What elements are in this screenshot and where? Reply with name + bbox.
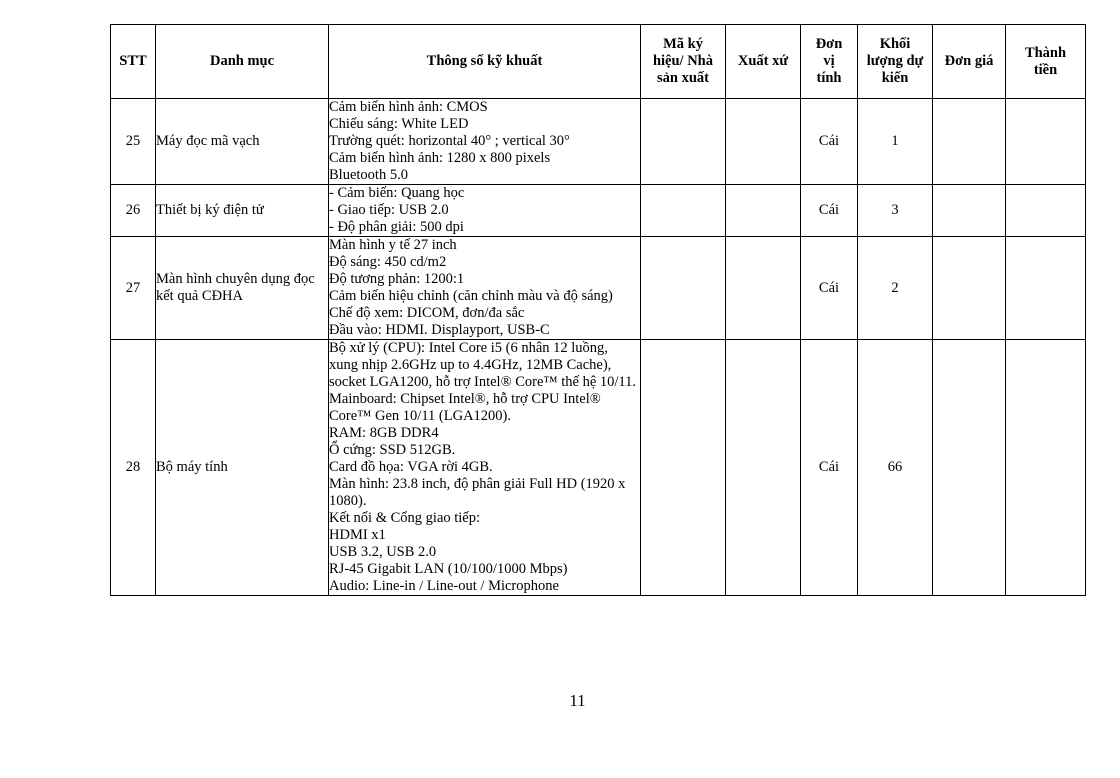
row-specs bbox=[329, 185, 641, 237]
spec-line: Audio: Line-in / Line-out / Microphone bbox=[329, 578, 559, 594]
row-stt: 25 bbox=[111, 99, 156, 185]
header-specs: Thông số kỹ khuất bbox=[329, 25, 641, 99]
table-row bbox=[111, 99, 1086, 185]
table-row bbox=[111, 237, 1086, 340]
header-code: Mã ký hiệu/ Nhà sản xuất bbox=[641, 25, 726, 99]
header-origin: Xuất xứ bbox=[726, 25, 801, 99]
row-unit-price bbox=[933, 237, 1006, 340]
row-stt: 27 bbox=[111, 237, 156, 340]
spec-line: - Giao tiếp: USB 2.0 bbox=[329, 202, 449, 218]
row-quantity: 1 bbox=[858, 99, 933, 185]
row-total bbox=[1006, 99, 1086, 185]
row-origin bbox=[726, 340, 801, 596]
row-code bbox=[641, 99, 726, 185]
spec-line: Bluetooth 5.0 bbox=[329, 167, 408, 183]
row-quantity: 66 bbox=[858, 340, 933, 596]
header-total: Thành tiền bbox=[1006, 25, 1086, 99]
row-name: Máy đọc mã vạch bbox=[156, 99, 329, 185]
row-name: Bộ máy tính bbox=[156, 340, 329, 596]
spec-line: Màn hình: 23.8 inch, độ phân giải Full HD (1920 x 1080). bbox=[329, 476, 626, 509]
row-unit: Cái bbox=[801, 185, 858, 237]
spec-line: Mainboard: Chipset Intel®, hỗ trợ CPU Intel® Core™ Gen 10/11 (LGA1200). bbox=[329, 391, 601, 424]
header-quantity: Khối lượng dự kiến bbox=[858, 25, 933, 99]
spec-line: Đầu vào: HDMI. Displayport, USB-C bbox=[329, 322, 550, 338]
row-stt: 26 bbox=[111, 185, 156, 237]
row-total bbox=[1006, 237, 1086, 340]
table-row bbox=[111, 185, 1086, 237]
equipment-spec-table bbox=[110, 24, 1086, 596]
spec-line: Chế độ xem: DICOM, đơn/đa sắc bbox=[329, 305, 525, 321]
spec-line: - Cảm biến: Quang học bbox=[329, 185, 465, 201]
row-unit-price bbox=[933, 185, 1006, 237]
spec-line: - Độ phân giải: 500 dpi bbox=[329, 219, 464, 235]
page-number: 11 bbox=[569, 691, 586, 710]
spec-line: Bộ xử lý (CPU): Intel Core i5 (6 nhân 12 luồng, xung nhịp 2.6GHz up to 4.4GHz, 12MB Cache), socket LGA1200, hỗ trợ Intel® Core™ thế hệ 10/11. bbox=[329, 340, 636, 390]
spec-line: Card đồ họa: VGA rời 4GB. bbox=[329, 459, 493, 475]
spec-line: Độ tương phản: 1200:1 bbox=[329, 271, 465, 287]
row-unit: Cái bbox=[801, 340, 858, 596]
spec-line: Chiếu sáng: White LED bbox=[329, 116, 469, 132]
row-specs bbox=[329, 340, 641, 596]
spec-line: USB 3.2, USB 2.0 bbox=[329, 544, 437, 560]
table-header-row bbox=[111, 25, 1086, 99]
spec-line: Kết nối & Cổng giao tiếp: bbox=[329, 510, 481, 526]
row-name: Thiết bị ký điện tử bbox=[156, 185, 329, 237]
header-unit: Đơn vị tính bbox=[801, 25, 858, 99]
row-quantity: 3 bbox=[858, 185, 933, 237]
header-unit-price: Đơn giá bbox=[933, 25, 1006, 99]
row-origin bbox=[726, 185, 801, 237]
row-code bbox=[641, 237, 726, 340]
row-stt: 28 bbox=[111, 340, 156, 596]
spec-line: Ổ cứng: SSD 512GB. bbox=[329, 442, 456, 458]
spec-line: Cảm biến hình ảnh: CMOS bbox=[329, 99, 488, 115]
row-origin bbox=[726, 237, 801, 340]
spec-line: Màn hình y tế 27 inch bbox=[329, 237, 457, 253]
spec-line: Cảm biến hiệu chỉnh (căn chỉnh màu và độ sáng) bbox=[329, 288, 613, 304]
row-unit-price bbox=[933, 99, 1006, 185]
spec-line: Trường quét: horizontal 40° ; vertical 30° bbox=[329, 133, 570, 149]
row-specs bbox=[329, 237, 641, 340]
spec-line: RJ-45 Gigabit LAN (10/100/1000 Mbps) bbox=[329, 561, 568, 577]
row-name: Màn hình chuyên dụng đọc kết quả CĐHA bbox=[156, 237, 329, 340]
row-code bbox=[641, 340, 726, 596]
spec-line: Cảm biến hình ảnh: 1280 x 800 pixels bbox=[329, 150, 551, 166]
header-stt: STT bbox=[111, 25, 156, 99]
header-category: Danh mục bbox=[156, 25, 329, 99]
row-origin bbox=[726, 99, 801, 185]
row-unit-price bbox=[933, 340, 1006, 596]
row-unit: Cái bbox=[801, 237, 858, 340]
spec-line: Độ sáng: 450 cd/m2 bbox=[329, 254, 447, 270]
spec-line: HDMI x1 bbox=[329, 527, 386, 543]
row-total bbox=[1006, 185, 1086, 237]
table-row bbox=[111, 340, 1086, 596]
row-total bbox=[1006, 340, 1086, 596]
row-specs bbox=[329, 99, 641, 185]
spec-line: RAM: 8GB DDR4 bbox=[329, 425, 439, 441]
row-code bbox=[641, 185, 726, 237]
row-unit: Cái bbox=[801, 99, 858, 185]
row-quantity: 2 bbox=[858, 237, 933, 340]
